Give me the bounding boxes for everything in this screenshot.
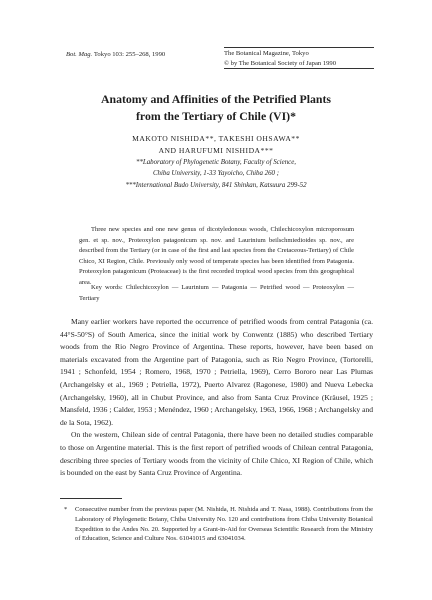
footnote-divider <box>60 498 122 499</box>
paper-title <box>40 91 392 124</box>
citation-details: Tokyo 103: 255–268, 1990 <box>93 51 166 58</box>
authors-line-1: MAKOTO NISHIDA**, TAKESHI OHSAWA** <box>132 134 300 143</box>
title-line-1: Anatomy and Affinities of the Petrified Plants <box>100 92 332 106</box>
affiliation-line: **Laboratory of Phylogenetic Botany, Faculty of Science, <box>136 159 296 166</box>
affiliation-line: Chiba University, 1-33 Yayoicho, Chiba 260 ; <box>152 170 280 178</box>
author-list <box>40 133 392 156</box>
footnote-text: Consecutive number from the previous paper (M. Nishida, H. Nishida and T. Nasa, 1988). Contributions from the Laboratory of Phylogenetic Botany, Chiba University No. 120 and contributions from Chiba University Botanical Expedition to the Andes No. 20. Supported by a Grant-in-Aid for Overseas Scientific Research from the Ministry of Education, Science and Culture Nos. 61041015 and 63041034. <box>75 506 373 543</box>
affiliations <box>40 157 392 191</box>
body-paragraph: On the western, Chilean side of central Patagonia, there have been no detailed studies comparable to those on Argentine material. This is the first report of petrified woods of Chilean central Patagonia, describing three species of Tertiary woods from the vicinity of Chile Chico, XI Region of Chile, which is bounded on the east by Santa Cruz Province of Argentina. <box>60 430 373 478</box>
footnote-marker: * <box>64 506 68 513</box>
copyright-journal: The Botanical Magazine, Tokyo <box>224 50 309 57</box>
journal-citation <box>66 51 165 58</box>
body-paragraph: Many earlier workers have reported the occurrence of petrified woods from central Patagonia (ca. 44°S-50°S) of South America, since the initial work by Conwentz (1885) who described Tertiary woods from the Rio Negro Province of Argentina. These reports, however, have been based on materials excavated from the Argentine part of Patagonia, such as Rio Negro Province, (Tortorelli, 1941 ; Schonfeld, 1954 ; Romero, 1968, 1970 ; Petriella, 1969), Cerro Bororo near Las Plumas (Archangelsky et al., 1969 ; Petriella, 1972), Puerto Alvarez (Ragonese, 1980) and Nueva Lebecka (Archangelsky, 1960), all in Chubut Province, and also from Santa Cruz Province (Kräusel, 1925 ; Mansfeld, 1936 ; Calder, 1953 ; Menéndez, 1960 ; Archangelsky, 1963, 1966, 1968 ; Archangelsky and de la Sota, 1962). <box>60 317 373 427</box>
copyright-notice: © by The Botanical Society of Japan 1990 <box>224 59 337 67</box>
abstract: Three new species and one new genus of dicotyledonous woods, Chilechicoxylon microporosum gen. et sp. nov., Proteoxylon patagonicum sp. nov. and Laurinium beilschmiedioides sp. nov., are described from the Tertiary (or in case of the first and last species from the Cretaceous-Tertiary) of Chile Chico, XI Region, Chile. Previously only wood of temperate species has been identified from Patagonia. Proteoxylon patagonicum (Proteaceae) is the first recorded tropical wood species from this geographical area. <box>79 226 354 286</box>
title-line-2: from the Tertiary of Chile (VI)* <box>136 108 296 123</box>
citation-journal: Bot. Mag. <box>66 51 93 58</box>
copyright-box <box>224 47 374 69</box>
footnote <box>60 505 373 544</box>
affiliation-line: ***International Budo University, 841 Shinkan, Katsuura 299-52 <box>125 181 307 189</box>
body-text <box>60 316 373 480</box>
authors-line-2: AND HARUFUMI NISHIDA*** <box>158 145 274 155</box>
key-words: Key words: Chilechicoxylon — Laurinium — Patagonia — Petrified wood — Proteoxylon — Tertiary <box>79 284 354 302</box>
